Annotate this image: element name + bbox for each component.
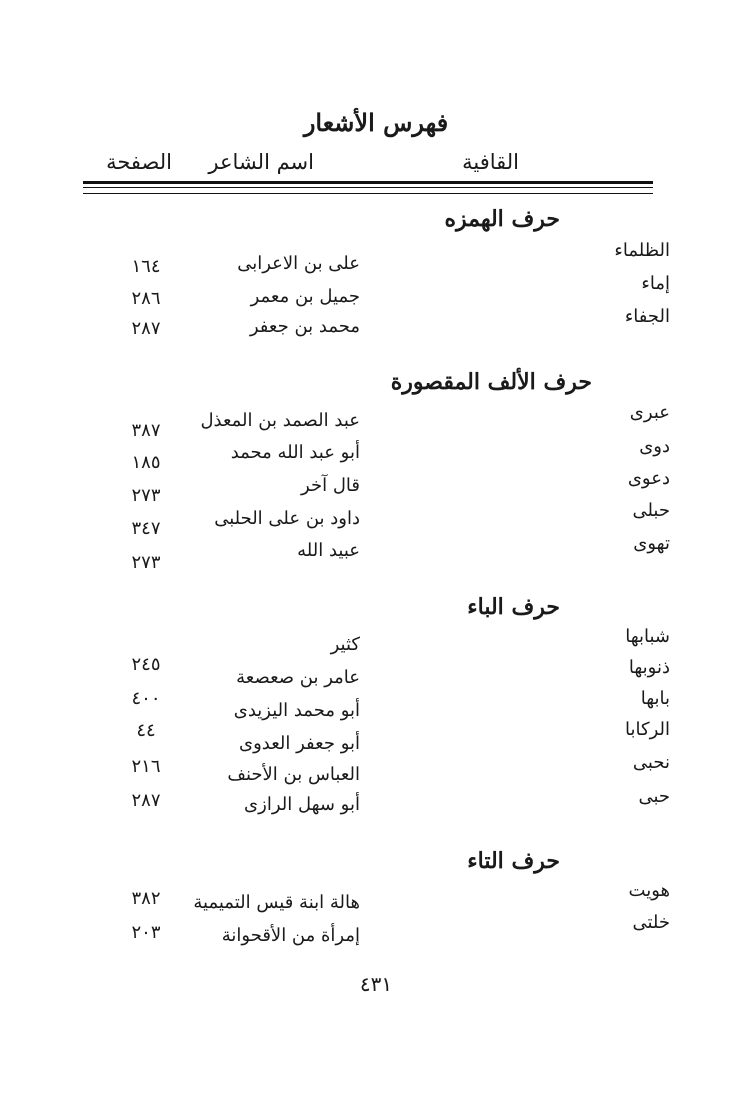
- page-cell: ٢٠٣: [131, 922, 161, 943]
- poet-cell: محمد بن جعفر: [249, 316, 360, 337]
- page-cell: ٤٤: [136, 720, 156, 741]
- header-rule-thick: [83, 181, 653, 184]
- page-cell: ٢٤٥: [131, 654, 161, 675]
- poet-cell: عبد الصمد بن المعذل: [200, 410, 360, 431]
- page-cell: ١٨٥: [131, 452, 161, 473]
- page-cell: ٢٨٧: [131, 318, 161, 339]
- rhyme-cell: تهوى: [633, 533, 670, 554]
- poet-cell: أبو سهل الرازى: [244, 794, 360, 815]
- rhyme-cell: خلتى: [632, 912, 670, 933]
- poet-cell: أبو محمد اليزيدى: [233, 700, 360, 721]
- header-rhyme: القافية: [462, 150, 519, 174]
- page-number: ٤٣١: [359, 972, 393, 996]
- section-heading-ba: حرف الباء: [467, 594, 560, 620]
- rhyme-cell: الجفاء: [624, 306, 670, 327]
- rhyme-cell: ذنوبها: [628, 657, 670, 678]
- rhyme-cell: نحبى: [632, 752, 670, 773]
- rhyme-cell: الركابا: [625, 719, 670, 740]
- rhyme-cell: عبرى: [629, 402, 670, 423]
- rhyme-cell: الظلماء: [614, 240, 670, 261]
- poet-cell: كثير: [330, 634, 360, 655]
- rhyme-cell: حبى: [638, 786, 670, 807]
- page-cell: ٣٨٧: [131, 420, 161, 441]
- poet-cell: العباس بن الأحنف: [227, 764, 360, 785]
- header-rule-thin: [83, 187, 653, 188]
- poet-cell: على بن الاعرابى: [237, 253, 360, 274]
- header-rule-thin-2: [83, 193, 653, 194]
- section-heading-ta: حرف التاء: [467, 848, 560, 874]
- poet-cell: هالة ابنة قيس التميمية: [193, 892, 360, 913]
- page-cell: ١٦٤: [131, 256, 161, 277]
- page-cell: ٢٧٣: [131, 485, 161, 506]
- poet-cell: أبو عبد الله محمد: [230, 442, 360, 463]
- poet-cell: عامر بن صعصعة: [236, 667, 360, 688]
- page-cell: ٣٨٢: [131, 888, 161, 909]
- rhyme-cell: شبابها: [625, 626, 670, 647]
- header-page: الصفحة: [106, 150, 172, 174]
- poet-cell: أبو جعفر العدوى: [239, 733, 360, 754]
- page-title: فهرس الأشعار: [303, 108, 449, 137]
- header-poet: اسم الشاعر: [208, 150, 314, 174]
- section-heading-alif-maqsura: حرف الألف المقصورة: [390, 369, 592, 395]
- rhyme-cell: إماء: [641, 273, 670, 294]
- poet-cell: جميل بن معمر: [250, 286, 360, 307]
- poet-cell: عبيد الله: [297, 540, 360, 561]
- poet-cell: إمرأة من الأقحوانة: [221, 925, 360, 946]
- rhyme-cell: دوى: [639, 436, 670, 457]
- poet-cell: قال آخر: [301, 475, 360, 496]
- rhyme-cell: حبلى: [632, 500, 670, 521]
- section-heading-hamza: حرف الهمزه: [444, 206, 560, 232]
- page-cell: ٢١٦: [131, 756, 161, 777]
- rhyme-cell: بابها: [640, 688, 670, 709]
- page-cell: ٢٧٣: [131, 552, 161, 573]
- poet-cell: داود بن على الحلبى: [214, 508, 360, 529]
- rhyme-cell: هويت: [628, 880, 670, 901]
- page-cell: ٣٤٧: [131, 518, 161, 539]
- page-cell: ٢٨٦: [131, 288, 161, 309]
- rhyme-cell: دعوى: [627, 468, 670, 489]
- page-cell: ٢٨٧: [131, 790, 161, 811]
- page-cell: ٤٠٠: [131, 688, 161, 709]
